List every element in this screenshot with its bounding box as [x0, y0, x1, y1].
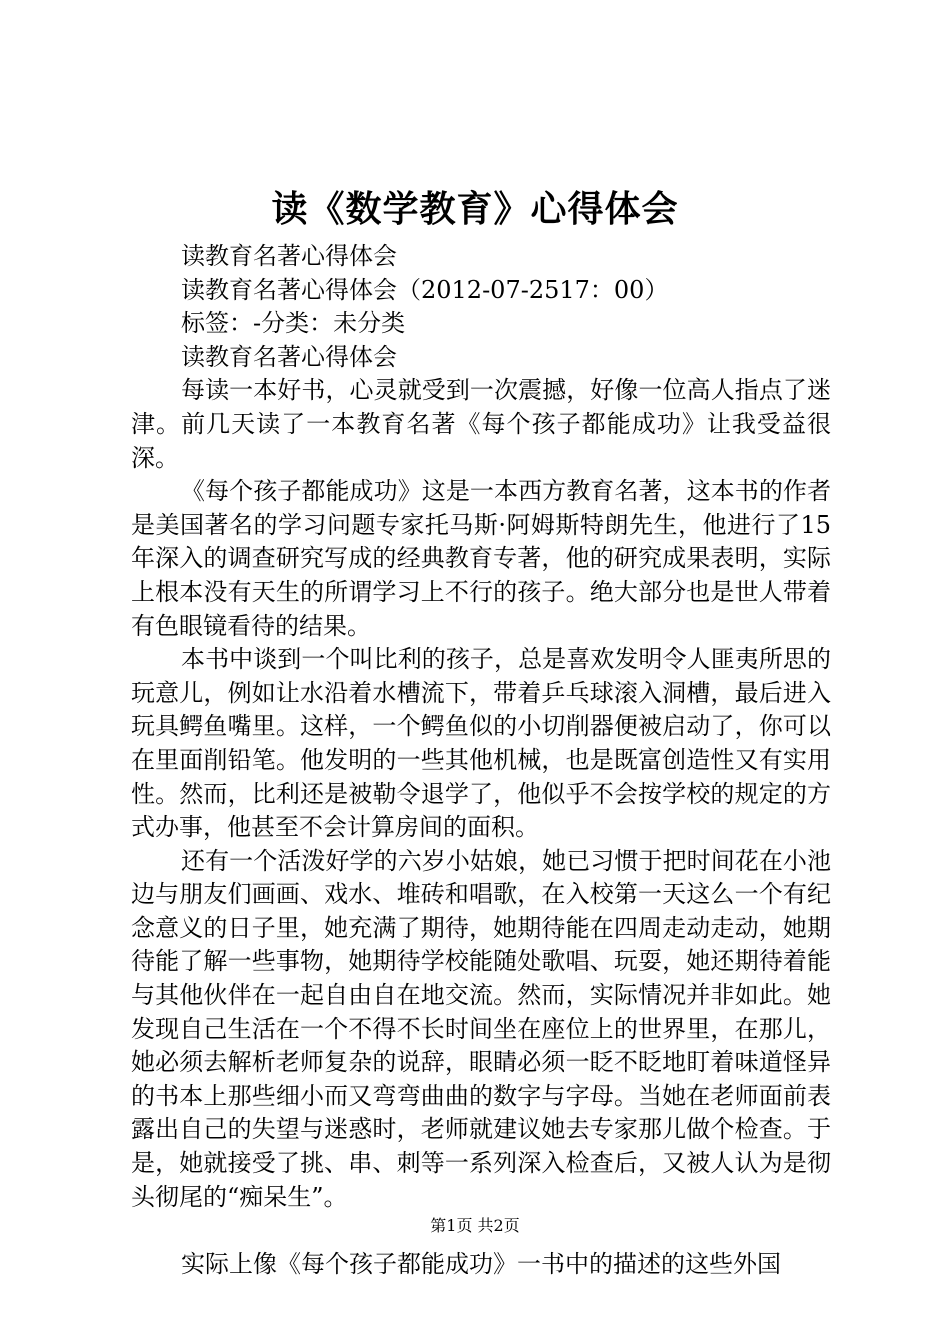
page-footer: 第1页 共2页	[430, 1216, 520, 1235]
paragraph-girl-story: 还有一个活泼好学的六岁小姑娘，她已习惯于把时间花在小池边与朋友们画画、戏水、堆砖和唱歌，在入校第一天这么一个有纪念意义的日子里，她充满了期待，她期待能在四周走动走动，她期待能了解一些事物，她期待学校能随处歌唱、玩耍，她还期待着能与其他伙伴在一起自由自在地交流。然而，实际情况并非如此。她发现自己生活在一个不得不长时间坐在座位上的世界里，在那儿，她必须去解析老师复杂的说辞，眼睛必须一眨不眨地盯着味道怪异的书本上那些细小而又弯弯曲曲的数字与字母。当她在老师面前表露出自己的失望与迷惑时，老师就建议她去专家那儿做个检查。于是，她就接受了挑、串、刺等一系列深入检查后，又被人认为是彻头彻尾的“痴呆生”。	[131, 846, 831, 1211]
paragraph-post-header: 读教育名著心得体会（2012-07-2517：00）	[181, 275, 669, 304]
paragraph-tags: 标签：-分类：未分类	[181, 309, 406, 338]
document-title: 读《数学教育》心得体会	[271, 188, 679, 230]
paragraph-intro: 每读一本好书，心灵就受到一次震撼，好像一位高人指点了迷津。前几天读了一本教育名著《每个孩子都能成功》让我受益很深。	[131, 376, 831, 472]
document-body	[131, 240, 831, 1282]
paragraph-conclusion-start: 实际上像《每个孩子都能成功》一书中的描述的这些外国	[181, 1250, 781, 1279]
paragraph-heading-repeat: 读教育名著心得体会	[181, 342, 397, 371]
paragraph-book-description: 《每个孩子都能成功》这是一本西方教育名著，这本书的作者是美国著名的学习问题专家托马斯·阿姆斯特朗先生，他进行了15年深入的调查研究写成的经典教育专著，他的研究成果表明，实际上根本没有天生的所谓学习上不行的孩子。绝大部分也是世人带着有色眼镜看待的结果。	[131, 477, 831, 640]
paragraph-billy-story: 本书中谈到一个叫比利的孩子，总是喜欢发明令人匪夷所思的玩意儿，例如让水沿着水槽流下，带着乒乓球滚入洞槽，最后进入玩具鳄鱼嘴里。这样，一个鳄鱼似的小切削器便被启动了，你可以在里面削铅笔。他发明的一些其他机械，也是既富创造性又有实用性。然而，比利还是被勒令退学了，他似乎不会按学校的规定的方式办事，他甚至不会计算房间的面积。	[131, 645, 831, 842]
paragraph-subtitle: 读教育名著心得体会	[181, 242, 397, 270]
